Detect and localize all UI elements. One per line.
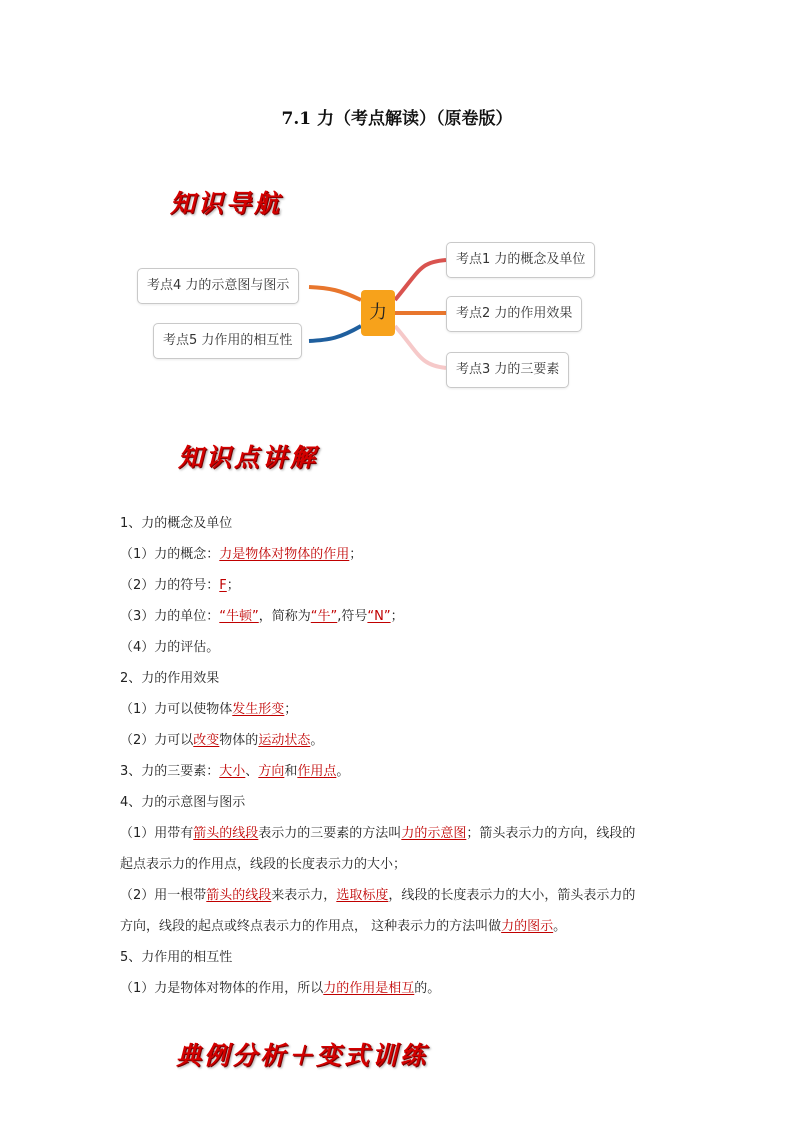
text: ,符号 — [337, 609, 368, 624]
answer-underline: 力的作用是相互 — [323, 981, 415, 996]
text: （2）力的符号： — [120, 578, 220, 593]
section-4-item-2 — [120, 880, 690, 911]
text: 来表示力， — [271, 888, 337, 903]
text: 、 — [245, 764, 259, 779]
section-1-heading: 1、力的概念及单位 — [120, 516, 233, 531]
branch-3-line — [395, 326, 446, 368]
section-1-item-4: （4）力的评估。 — [120, 640, 220, 655]
section-4-item-1 — [120, 818, 690, 849]
answer-underline: 力是物体对物体的作用 — [219, 547, 350, 562]
text: 。 — [310, 733, 324, 748]
knowledge-explain-banner: 知识点讲解 — [178, 443, 319, 472]
text: 的。 — [414, 981, 441, 996]
answer-underline: “牛” — [310, 609, 338, 624]
text: （1）力可以使物体 — [120, 702, 233, 717]
answer-underline: 作用点 — [297, 764, 337, 779]
section-4-item-1-cont: 起点表示力的作用点，线段的长度表示力的大小； — [120, 857, 407, 872]
text: 3、力的三要素： — [120, 764, 220, 779]
answer-underline: 发生形变 — [232, 702, 285, 717]
text: （1）力是物体对物体的作用，所以 — [120, 981, 324, 996]
knowledge-content — [120, 508, 690, 1004]
mindmap-node-5: 考点5 力作用的相互性 — [153, 323, 302, 359]
branch-4-line — [309, 287, 361, 300]
page-title: 7.1 力（考点解读）（原卷版） — [281, 109, 513, 129]
section-2-heading: 2、力的作用效果 — [120, 671, 220, 686]
section-1-item-2 — [120, 570, 690, 601]
section-1-item-1 — [120, 539, 690, 570]
knowledge-nav-banner: 知识导航 — [170, 189, 283, 218]
branch-1-line — [395, 260, 446, 300]
text: （2）用一根带 — [120, 888, 207, 903]
section-2-item-2 — [120, 725, 690, 756]
text: （1）力的概念： — [120, 547, 220, 562]
text: 物体的 — [219, 733, 259, 748]
section-5-item-1 — [120, 973, 690, 1004]
answer-underline: 力的示意图 — [401, 826, 467, 841]
text: ，简称为 — [258, 609, 311, 624]
answer-underline: 改变 — [193, 733, 220, 748]
text: 方向，线段的起点或终点表示力的作用点， 这种表示力的方法叫做 — [120, 919, 502, 934]
answer-underline: F — [219, 578, 227, 593]
answer-underline: “牛顿” — [219, 609, 259, 624]
text: 。 — [553, 919, 567, 934]
mindmap-node-1: 考点1 力的概念及单位 — [446, 242, 595, 278]
text: 和 — [284, 764, 298, 779]
section-2-item-1 — [120, 694, 690, 725]
mindmap-node-2: 考点2 力的作用效果 — [446, 296, 582, 332]
answer-underline: 箭头的线段 — [193, 826, 259, 841]
section-5-heading: 5、力作用的相互性 — [120, 950, 233, 965]
mindmap-center-node: 力 — [361, 290, 395, 336]
text: ，线段的长度表示力的大小，箭头表示力的 — [388, 888, 636, 903]
answer-underline: 箭头的线段 — [206, 888, 272, 903]
answer-underline: 选取标度 — [336, 888, 389, 903]
mindmap-node-3: 考点3 力的三要素 — [446, 352, 569, 388]
text: ； — [226, 578, 240, 593]
section-1-item-3 — [120, 601, 690, 632]
text: 表示力的三要素的方法叫 — [258, 826, 402, 841]
text: （3）力的单位： — [120, 609, 220, 624]
section-4-item-2-cont — [120, 911, 690, 942]
mindmap-node-4: 考点4 力的示意图与图示 — [137, 268, 299, 304]
examples-training-banner: 典例分析＋变式训练 — [176, 1041, 429, 1070]
branch-5-line — [309, 326, 361, 341]
section-4-heading: 4、力的示意图与图示 — [120, 795, 246, 810]
text: 。 — [336, 764, 350, 779]
text: ； — [349, 547, 363, 562]
text: ； — [284, 702, 298, 717]
text: （2）力可以 — [120, 733, 194, 748]
text: ； — [390, 609, 404, 624]
answer-underline: 方向 — [258, 764, 285, 779]
text: （1）用带有 — [120, 826, 194, 841]
answer-underline: 力的图示 — [501, 919, 554, 934]
answer-underline: 运动状态 — [258, 733, 311, 748]
answer-underline: 大小 — [219, 764, 246, 779]
text: ；箭头表示力的方向，线段的 — [466, 826, 636, 841]
section-3-line — [120, 756, 690, 787]
answer-underline: “N” — [367, 609, 391, 624]
